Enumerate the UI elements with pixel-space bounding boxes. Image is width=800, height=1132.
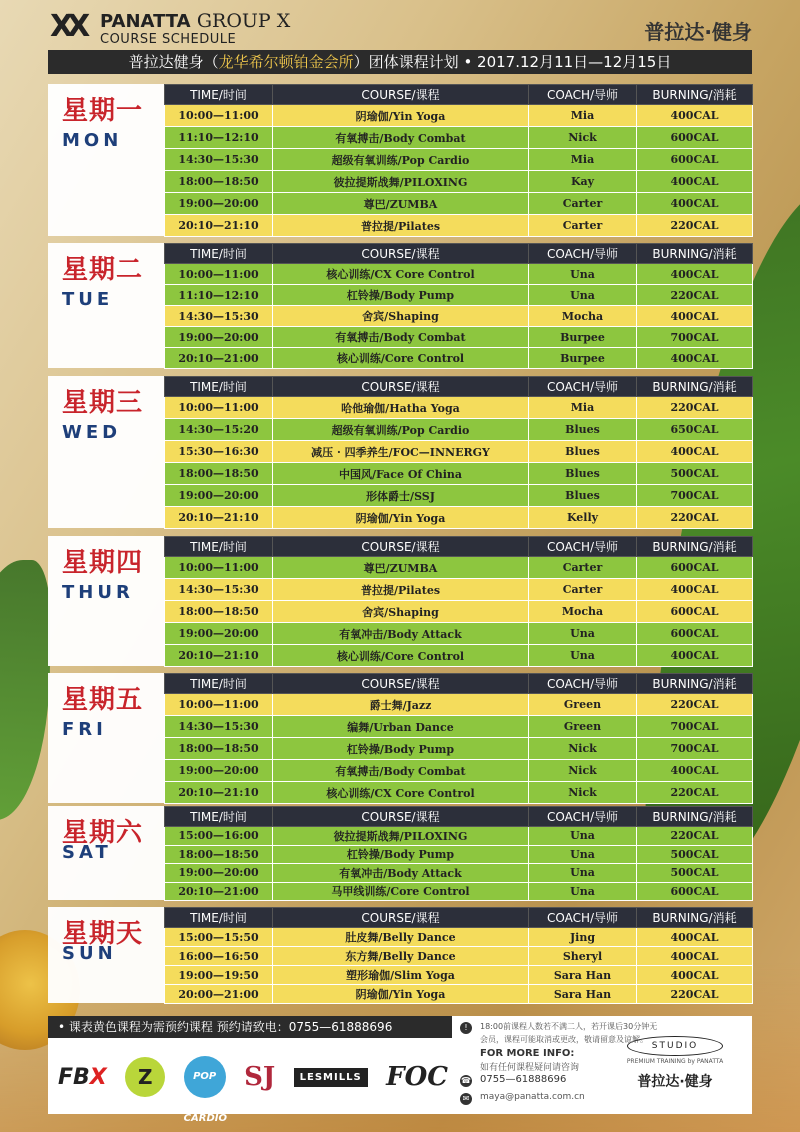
coach-cell: Blues bbox=[529, 441, 637, 463]
course-cell: 有氧冲击/Body Attack bbox=[273, 623, 529, 645]
time-cell: 14:30—15:30 bbox=[165, 149, 273, 171]
time-cell: 18:00—18:50 bbox=[165, 601, 273, 623]
table-header bbox=[165, 85, 753, 105]
table-row bbox=[165, 738, 753, 760]
course-cell: 彼拉提斯战舞/PILOXING bbox=[273, 171, 529, 193]
course-cell: 核心训练/Core Control bbox=[273, 645, 529, 667]
burning-cell: 400CAL bbox=[637, 441, 753, 463]
table-row bbox=[165, 193, 753, 215]
day-name-cn: 星期六 bbox=[62, 818, 144, 848]
burning-cell: 220CAL bbox=[637, 827, 753, 846]
header bbox=[0, 0, 800, 80]
course-cell: 减压 · 四季养生/FOC—INNERGY bbox=[273, 441, 529, 463]
course-header: COURSE/课程 bbox=[273, 674, 529, 694]
coach-header: COACH/导师 bbox=[529, 244, 637, 264]
time-cell: 19:00—20:00 bbox=[165, 327, 273, 348]
table-row bbox=[165, 485, 753, 507]
table-row bbox=[165, 215, 753, 237]
coach-cell: Una bbox=[529, 623, 637, 645]
studio-logo bbox=[620, 1036, 730, 1091]
time-cell: 19:00—20:00 bbox=[165, 623, 273, 645]
burning-cell: 700CAL bbox=[637, 738, 753, 760]
course-cell: 中国风/Face Of China bbox=[273, 463, 529, 485]
coach-cell: Mocha bbox=[529, 306, 637, 327]
course-cell: 核心训练/CX Core Control bbox=[273, 782, 529, 804]
time-cell: 20:10—21:10 bbox=[165, 507, 273, 529]
time-header: TIME/时间 bbox=[165, 85, 273, 105]
course-cell: 尊巴/ZUMBA bbox=[273, 557, 529, 579]
coach-cell: Sara Han bbox=[529, 966, 637, 985]
info-icon: ! bbox=[460, 1022, 472, 1034]
table-header bbox=[165, 377, 753, 397]
coach-cell: Una bbox=[529, 882, 637, 901]
burning-cell: 600CAL bbox=[637, 601, 753, 623]
contact-phone[interactable]: 0755—61888696 bbox=[480, 1074, 567, 1085]
time-cell: 10:00—11:00 bbox=[165, 105, 273, 127]
burning-cell: 400CAL bbox=[637, 105, 753, 127]
table-header bbox=[165, 807, 753, 827]
coach-cell: Jing bbox=[529, 928, 637, 947]
course-cell: 阴瑜伽/Yin Yoga bbox=[273, 507, 529, 529]
time-header: TIME/时间 bbox=[165, 674, 273, 694]
coach-cell: Sheryl bbox=[529, 947, 637, 966]
burning-header: BURNING/消耗 bbox=[637, 807, 753, 827]
table-row bbox=[165, 845, 753, 864]
coach-cell: Nick bbox=[529, 738, 637, 760]
coach-cell: Green bbox=[529, 716, 637, 738]
course-cell: 肚皮舞/Belly Dance bbox=[273, 928, 529, 947]
table-header bbox=[165, 908, 753, 928]
zumba-logo: Z bbox=[125, 1057, 165, 1097]
course-cell: 舍宾/Shaping bbox=[273, 601, 529, 623]
contact-email[interactable]: maya@panatta.com.cn bbox=[480, 1092, 585, 1102]
day-name-cn: 星期二 bbox=[62, 255, 144, 285]
day-block bbox=[48, 376, 752, 528]
table-row bbox=[165, 285, 753, 306]
schedule-table bbox=[164, 536, 753, 667]
leaf-decoration-left bbox=[0, 560, 50, 820]
sj-logo: SJ bbox=[244, 1062, 276, 1092]
booking-notice: • 课表黄色课程为需预约课程 预约请致电：0755—61888696 bbox=[48, 1016, 452, 1038]
time-cell: 10:00—11:00 bbox=[165, 264, 273, 285]
day-label bbox=[48, 84, 164, 236]
burning-header: BURNING/消耗 bbox=[637, 908, 753, 928]
schedule-table bbox=[164, 376, 753, 529]
burning-cell: 600CAL bbox=[637, 557, 753, 579]
day-label bbox=[48, 376, 164, 528]
coach-cell: Mia bbox=[529, 149, 637, 171]
course-cell: 编舞/Urban Dance bbox=[273, 716, 529, 738]
table-row bbox=[165, 827, 753, 846]
table-row bbox=[165, 419, 753, 441]
mail-icon: ✉ bbox=[460, 1093, 472, 1105]
coach-header: COACH/导师 bbox=[529, 85, 637, 105]
footer bbox=[48, 1016, 752, 1124]
time-cell: 20:10—21:10 bbox=[165, 215, 273, 237]
fbx-logo-text: FB bbox=[58, 1064, 90, 1090]
time-cell: 18:00—18:50 bbox=[165, 463, 273, 485]
banner-prefix: 普拉达健身（ bbox=[128, 53, 219, 71]
course-cell: 超级有氧训练/Pop Cardio bbox=[273, 419, 529, 441]
table-row bbox=[165, 557, 753, 579]
table-row bbox=[165, 882, 753, 901]
burning-cell: 500CAL bbox=[637, 864, 753, 883]
course-cell: 核心训练/CX Core Control bbox=[273, 264, 529, 285]
burning-cell: 400CAL bbox=[637, 579, 753, 601]
table-row bbox=[165, 928, 753, 947]
time-cell: 10:00—11:00 bbox=[165, 557, 273, 579]
table-row bbox=[165, 149, 753, 171]
course-cell: 核心训练/Core Control bbox=[273, 348, 529, 369]
coach-cell: Kay bbox=[529, 171, 637, 193]
course-cell: 彼拉提斯战舞/PILOXING bbox=[273, 827, 529, 846]
footer-left bbox=[48, 1016, 452, 1124]
time-cell: 19:00—20:00 bbox=[165, 864, 273, 883]
burning-cell: 220CAL bbox=[637, 507, 753, 529]
coach-cell: Una bbox=[529, 864, 637, 883]
course-header: COURSE/课程 bbox=[273, 807, 529, 827]
table-row bbox=[165, 760, 753, 782]
studio-logo-text: STUDIO bbox=[627, 1036, 723, 1056]
coach-cell: Una bbox=[529, 845, 637, 864]
burning-cell: 400CAL bbox=[637, 171, 753, 193]
more-info-label: FOR MORE INFO: bbox=[480, 1048, 575, 1059]
burning-cell: 400CAL bbox=[637, 928, 753, 947]
brand-cn: 普拉达·健身 bbox=[644, 20, 752, 44]
table-row bbox=[165, 397, 753, 419]
table-row bbox=[165, 601, 753, 623]
time-cell: 15:00—16:00 bbox=[165, 827, 273, 846]
time-cell: 19:00—20:00 bbox=[165, 193, 273, 215]
time-header: TIME/时间 bbox=[165, 244, 273, 264]
burning-cell: 400CAL bbox=[637, 760, 753, 782]
time-cell: 14:30—15:30 bbox=[165, 306, 273, 327]
coach-cell: Mia bbox=[529, 105, 637, 127]
course-header: COURSE/课程 bbox=[273, 537, 529, 557]
coach-cell: Carter bbox=[529, 557, 637, 579]
table-row bbox=[165, 507, 753, 529]
time-header: TIME/时间 bbox=[165, 908, 273, 928]
brand-group: GROUP X bbox=[196, 10, 291, 32]
time-cell: 15:30—16:30 bbox=[165, 441, 273, 463]
time-header: TIME/时间 bbox=[165, 537, 273, 557]
table-row bbox=[165, 985, 753, 1004]
burning-cell: 700CAL bbox=[637, 485, 753, 507]
table-row bbox=[165, 171, 753, 193]
day-block bbox=[48, 806, 752, 900]
course-header: COURSE/课程 bbox=[273, 377, 529, 397]
time-header: TIME/时间 bbox=[165, 377, 273, 397]
time-cell: 20:10—21:00 bbox=[165, 348, 273, 369]
partner-logos bbox=[58, 1050, 448, 1124]
schedule-table bbox=[164, 806, 753, 901]
table-row bbox=[165, 105, 753, 127]
schedule-table bbox=[164, 907, 753, 1004]
burning-header: BURNING/消耗 bbox=[637, 377, 753, 397]
day-block bbox=[48, 907, 752, 1003]
phone-icon: ☎ bbox=[461, 1076, 471, 1085]
time-cell: 16:00—16:50 bbox=[165, 947, 273, 966]
time-cell: 19:00—20:00 bbox=[165, 485, 273, 507]
day-name-en: SAT bbox=[62, 842, 112, 863]
banner-suffix: ）团体课程计划 • 2017.12月11日—12月15日 bbox=[353, 53, 672, 71]
title-banner bbox=[48, 50, 752, 74]
day-name-en: WED bbox=[62, 422, 122, 443]
burning-header: BURNING/消耗 bbox=[637, 85, 753, 105]
time-cell: 10:00—11:00 bbox=[165, 397, 273, 419]
studio-sub: PREMIUM TRAINING by PANATTA bbox=[626, 1058, 724, 1065]
coach-cell: Blues bbox=[529, 485, 637, 507]
schedule-table bbox=[164, 84, 753, 237]
time-cell: 10:00—11:00 bbox=[165, 694, 273, 716]
coach-cell: Burpee bbox=[529, 348, 637, 369]
burning-cell: 220CAL bbox=[637, 694, 753, 716]
course-cell: 马甲线训练/Core Control bbox=[273, 882, 529, 901]
table-row bbox=[165, 327, 753, 348]
coach-cell: Una bbox=[529, 645, 637, 667]
table-row bbox=[165, 441, 753, 463]
course-cell: 杠铃操/Body Pump bbox=[273, 845, 529, 864]
time-cell: 20:10—21:10 bbox=[165, 782, 273, 804]
burning-cell: 400CAL bbox=[637, 306, 753, 327]
table-row bbox=[165, 463, 753, 485]
coach-header: COACH/导师 bbox=[529, 377, 637, 397]
time-cell: 18:00—18:50 bbox=[165, 738, 273, 760]
day-label bbox=[48, 673, 164, 803]
burning-cell: 600CAL bbox=[637, 127, 753, 149]
burning-cell: 500CAL bbox=[637, 845, 753, 864]
day-label bbox=[48, 907, 164, 1003]
lesmills-logo: LESMILLS bbox=[294, 1068, 368, 1087]
course-cell: 舍宾/Shaping bbox=[273, 306, 529, 327]
course-cell: 尊巴/ZUMBA bbox=[273, 193, 529, 215]
time-cell: 15:00—15:50 bbox=[165, 928, 273, 947]
burning-cell: 400CAL bbox=[637, 947, 753, 966]
burning-cell: 400CAL bbox=[637, 348, 753, 369]
time-cell: 20:10—21:00 bbox=[165, 882, 273, 901]
course-header: COURSE/课程 bbox=[273, 85, 529, 105]
coach-cell: Sara Han bbox=[529, 985, 637, 1004]
course-cell: 东方舞/Belly Dance bbox=[273, 947, 529, 966]
course-cell: 普拉提/Pilates bbox=[273, 579, 529, 601]
table-row bbox=[165, 579, 753, 601]
table-header bbox=[165, 244, 753, 264]
burning-cell: 400CAL bbox=[637, 966, 753, 985]
day-name-en: MON bbox=[62, 130, 123, 151]
studio-cn: 普拉达·健身 bbox=[637, 1074, 713, 1090]
table-row bbox=[165, 348, 753, 369]
panatta-logo-icon: XX bbox=[50, 9, 85, 44]
day-name-cn: 星期天 bbox=[62, 919, 144, 949]
brand-name: PANATTA bbox=[100, 11, 191, 32]
fbx-logo-x: X bbox=[89, 1064, 107, 1090]
course-header: COURSE/课程 bbox=[273, 908, 529, 928]
time-cell: 14:30—15:30 bbox=[165, 579, 273, 601]
burning-cell: 500CAL bbox=[637, 463, 753, 485]
course-cell: 超级有氧训练/Pop Cardio bbox=[273, 149, 529, 171]
coach-cell: Kelly bbox=[529, 507, 637, 529]
time-cell: 14:30—15:30 bbox=[165, 716, 273, 738]
course-cell: 杠铃操/Body Pump bbox=[273, 738, 529, 760]
burning-cell: 700CAL bbox=[637, 327, 753, 348]
day-label bbox=[48, 806, 164, 900]
coach-cell: Una bbox=[529, 827, 637, 846]
coach-header: COACH/导师 bbox=[529, 908, 637, 928]
coach-cell: Blues bbox=[529, 419, 637, 441]
burning-cell: 220CAL bbox=[637, 985, 753, 1004]
foc-logo: FOC bbox=[386, 1062, 448, 1092]
time-cell: 11:10—12:10 bbox=[165, 285, 273, 306]
table-row bbox=[165, 864, 753, 883]
day-name-en: TUE bbox=[62, 289, 114, 310]
course-cell: 阴瑜伽/Yin Yoga bbox=[273, 985, 529, 1004]
more-info-cn: 如有任何课程疑问请咨询 bbox=[480, 1063, 580, 1073]
time-cell: 18:00—18:50 bbox=[165, 171, 273, 193]
schedule-table bbox=[164, 673, 753, 804]
burning-header: BURNING/消耗 bbox=[637, 244, 753, 264]
day-name-cn: 星期四 bbox=[62, 548, 144, 578]
course-cell: 哈他瑜伽/Hatha Yoga bbox=[273, 397, 529, 419]
table-row bbox=[165, 264, 753, 285]
coach-cell: Carter bbox=[529, 579, 637, 601]
table-row bbox=[165, 694, 753, 716]
coach-cell: Mia bbox=[529, 397, 637, 419]
course-cell: 阴瑜伽/Yin Yoga bbox=[273, 105, 529, 127]
pop-cardio-logo: POP CARDIO bbox=[184, 1056, 226, 1098]
table-row bbox=[165, 716, 753, 738]
day-label bbox=[48, 243, 164, 368]
course-cell: 爵士舞/Jazz bbox=[273, 694, 529, 716]
table-header bbox=[165, 537, 753, 557]
coach-cell: Mocha bbox=[529, 601, 637, 623]
burning-cell: 600CAL bbox=[637, 623, 753, 645]
time-cell: 19:00—19:50 bbox=[165, 966, 273, 985]
burning-cell: 650CAL bbox=[637, 419, 753, 441]
day-name-cn: 星期五 bbox=[62, 685, 144, 715]
table-row bbox=[165, 306, 753, 327]
course-cell: 有氧搏击/Body Combat bbox=[273, 327, 529, 348]
coach-cell: Nick bbox=[529, 760, 637, 782]
day-label bbox=[48, 536, 164, 666]
day-block bbox=[48, 84, 752, 236]
time-cell: 18:00—18:50 bbox=[165, 845, 273, 864]
time-cell: 20:00—21:00 bbox=[165, 985, 273, 1004]
burning-header: BURNING/消耗 bbox=[637, 674, 753, 694]
day-name-en: SUN bbox=[62, 943, 117, 964]
table-row bbox=[165, 623, 753, 645]
burning-cell: 600CAL bbox=[637, 149, 753, 171]
banner-highlight: 龙华希尔顿铂金会所 bbox=[218, 53, 354, 71]
fbx-logo bbox=[58, 1065, 107, 1090]
day-block bbox=[48, 673, 752, 803]
burning-cell: 600CAL bbox=[637, 882, 753, 901]
course-cell: 普拉提/Pilates bbox=[273, 215, 529, 237]
burning-cell: 220CAL bbox=[637, 397, 753, 419]
footer-right bbox=[452, 1016, 752, 1114]
table-header bbox=[165, 674, 753, 694]
table-row bbox=[165, 127, 753, 149]
coach-cell: Burpee bbox=[529, 327, 637, 348]
burning-cell: 700CAL bbox=[637, 716, 753, 738]
day-name-cn: 星期一 bbox=[62, 96, 144, 126]
coach-cell: Blues bbox=[529, 463, 637, 485]
coach-cell: Carter bbox=[529, 193, 637, 215]
course-cell: 有氧搏击/Body Combat bbox=[273, 760, 529, 782]
coach-cell: Nick bbox=[529, 127, 637, 149]
day-name-cn: 星期三 bbox=[62, 388, 144, 418]
time-cell: 19:00—20:00 bbox=[165, 760, 273, 782]
table-row bbox=[165, 947, 753, 966]
burning-cell: 400CAL bbox=[637, 264, 753, 285]
burning-cell: 220CAL bbox=[637, 215, 753, 237]
time-cell: 20:10—21:10 bbox=[165, 645, 273, 667]
course-cell: 形体爵士/SSJ bbox=[273, 485, 529, 507]
coach-header: COACH/导师 bbox=[529, 537, 637, 557]
day-block bbox=[48, 243, 752, 368]
course-cell: 塑形瑜伽/Slim Yoga bbox=[273, 966, 529, 985]
time-cell: 14:30—15:20 bbox=[165, 419, 273, 441]
day-name-en: FRI bbox=[62, 719, 107, 740]
burning-cell: 220CAL bbox=[637, 285, 753, 306]
time-cell: 11:10—12:10 bbox=[165, 127, 273, 149]
day-block bbox=[48, 536, 752, 666]
time-header: TIME/时间 bbox=[165, 807, 273, 827]
coach-cell: Carter bbox=[529, 215, 637, 237]
class-note: 18:00前课程人数若不满二人，若开课后30分钟无会员，课程可能取消或更改，敬请留意及谅解。 bbox=[480, 1022, 658, 1044]
coach-cell: Nick bbox=[529, 782, 637, 804]
table-row bbox=[165, 782, 753, 804]
brand-title bbox=[100, 10, 290, 32]
burning-header: BURNING/消耗 bbox=[637, 537, 753, 557]
course-cell: 有氧冲击/Body Attack bbox=[273, 864, 529, 883]
day-name-en: THUR bbox=[62, 582, 134, 603]
coach-header: COACH/导师 bbox=[529, 807, 637, 827]
coach-cell: Una bbox=[529, 285, 637, 306]
burning-cell: 400CAL bbox=[637, 645, 753, 667]
burning-cell: 220CAL bbox=[637, 782, 753, 804]
schedule-table bbox=[164, 243, 753, 369]
course-header: COURSE/课程 bbox=[273, 244, 529, 264]
coach-cell: Una bbox=[529, 264, 637, 285]
brand-subtitle: COURSE SCHEDULE bbox=[100, 32, 237, 47]
course-cell: 有氧搏击/Body Combat bbox=[273, 127, 529, 149]
course-cell: 杠铃操/Body Pump bbox=[273, 285, 529, 306]
burning-cell: 400CAL bbox=[637, 193, 753, 215]
table-row bbox=[165, 966, 753, 985]
coach-cell: Green bbox=[529, 694, 637, 716]
coach-header: COACH/导师 bbox=[529, 674, 637, 694]
table-row bbox=[165, 645, 753, 667]
